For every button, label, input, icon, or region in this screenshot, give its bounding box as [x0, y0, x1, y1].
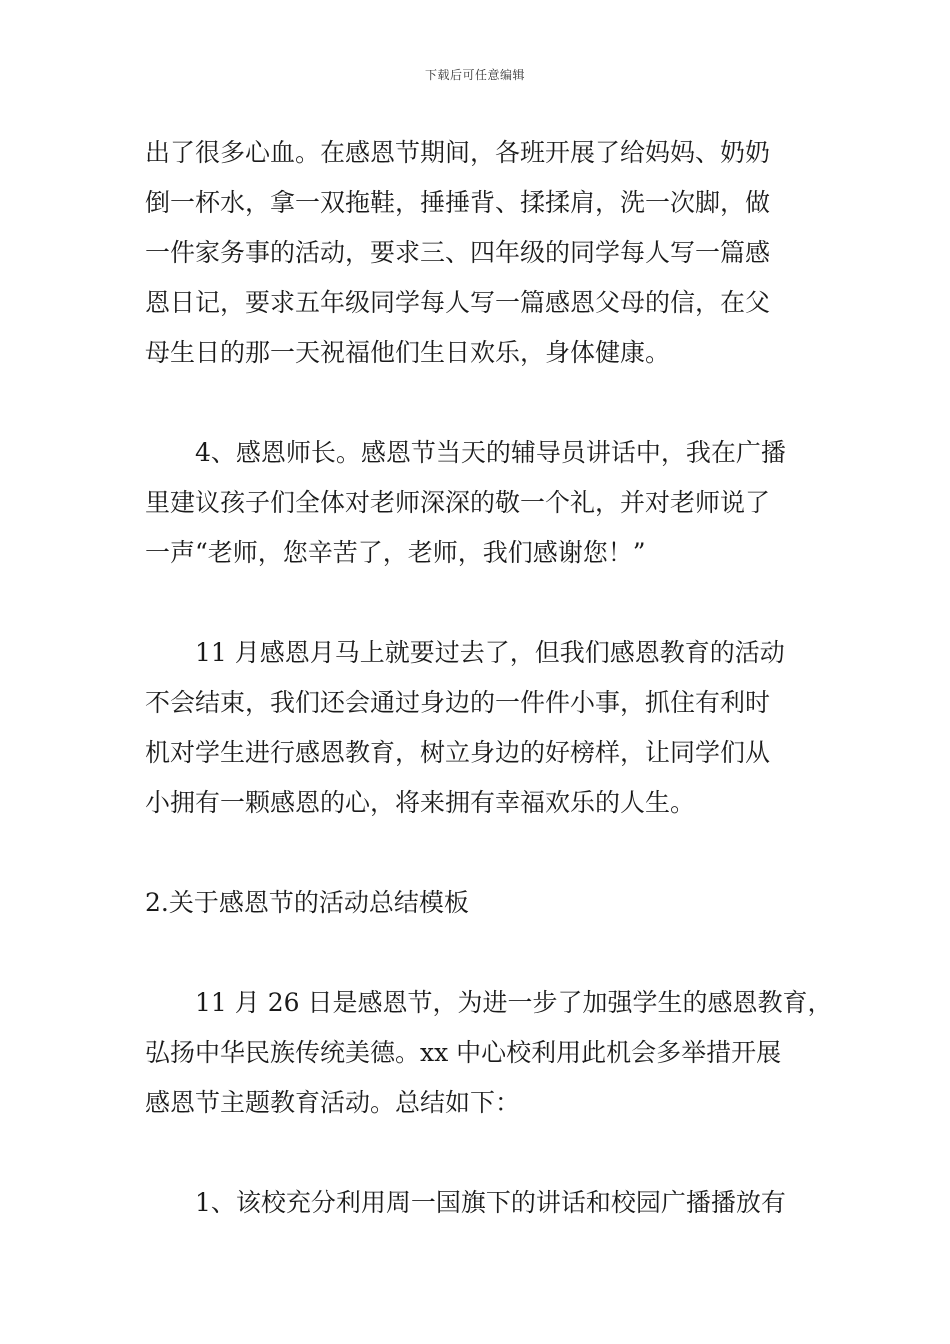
text-line: 不会结束，我们还会通过身边的一件件小事，抓住有利时 — [145, 688, 771, 717]
paragraph-4 — [145, 978, 833, 1128]
section-heading: 2.关于感恩节的活动总结模板 — [145, 888, 469, 917]
text-line: 感恩节主题教育活动。总结如下： — [145, 1088, 521, 1117]
text-line: 4、感恩师长。感恩节当天的辅导员讲话中，我在广播 — [195, 438, 786, 467]
text-line: 11 月感恩月马上就要过去了，但我们感恩教育的活动 — [195, 638, 785, 667]
text-line: 母生日的那一天祝福他们生日欢乐，身体健康。 — [145, 338, 671, 367]
text-line: 一声“老师，您辛苦了，老师，我们感谢您！” — [145, 538, 646, 567]
document-body — [145, 128, 833, 1278]
text-line: 小拥有一颗感恩的心，将来拥有幸福欢乐的人生。 — [145, 788, 696, 817]
paragraph-2 — [145, 428, 815, 578]
text-line: 11 月 26 日是感恩节，为进一步了加强学生的感恩教育， — [195, 988, 833, 1017]
text-line: 机对学生进行感恩教育，树立身边的好榜样，让同学们从 — [145, 738, 771, 767]
text-line: 一件家务事的活动，要求三、四年级的同学每人写一篇感 — [145, 238, 771, 267]
paragraph-5 — [145, 1178, 815, 1228]
paragraph-3 — [145, 628, 815, 828]
text-line: 恩日记，要求五年级同学每人写一篇感恩父母的信，在父 — [145, 288, 771, 317]
page-header: 下载后可任意编辑 — [424, 68, 525, 82]
text-line: 1、该校充分利用周一国旗下的讲话和校园广播播放有 — [195, 1188, 786, 1217]
paragraph-1 — [145, 128, 815, 378]
text-line: 弘扬中华民族传统美德。xx 中心校利用此机会多举措开展 — [145, 1038, 782, 1067]
text-line: 出了很多心血。在感恩节期间，各班开展了给妈妈、奶奶 — [145, 138, 771, 167]
text-line: 里建议孩子们全体对老师深深的敬一个礼，并对老师说了 — [145, 488, 771, 517]
text-line: 倒一杯水，拿一双拖鞋，捶捶背、揉揉肩，洗一次脚，做 — [145, 188, 771, 217]
